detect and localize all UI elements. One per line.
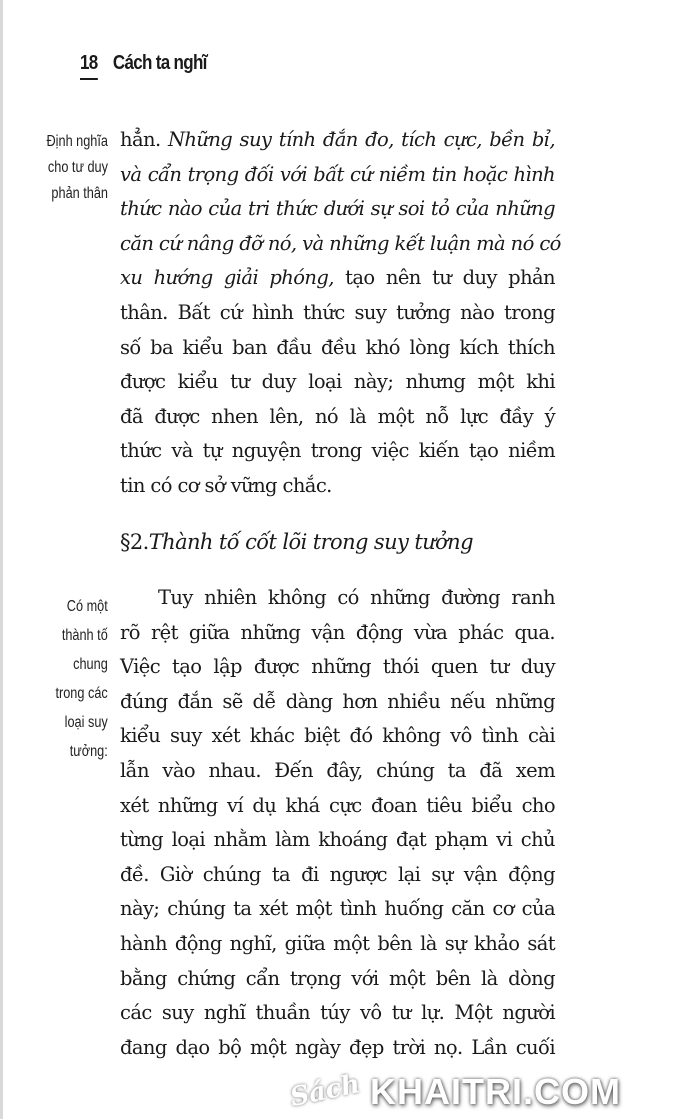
text-line: đề. Giờ chúng ta đi ngược lại sự vận động [120, 862, 555, 886]
text-line [120, 365, 555, 400]
text-segment: tạo nên tư duy phản [333, 266, 556, 290]
text-line [120, 192, 555, 227]
text-segment: và cẩn trọng đối với bất cứ niềm tin hoặc hình [120, 162, 555, 186]
margin-note-line: thành tố [62, 627, 108, 644]
text-line: Tuy nhiên không có những đường ranh [158, 586, 555, 609]
text-line [120, 331, 555, 366]
page-number: 18 [80, 52, 98, 80]
text-segment: thân. Bất cứ hình thức suy tưởng nào trong [120, 300, 555, 324]
margin-note-line: chung [73, 656, 108, 673]
section-title: Thành tố cốt lõi trong suy tưởng [148, 530, 473, 554]
text-line [120, 227, 561, 262]
margin-note-line: loại suy [64, 714, 108, 731]
margin-note-definition [47, 129, 108, 207]
text-segment: số ba kiểu ban đầu đều khó lòng kích thích [120, 335, 555, 359]
text-line: này; chúng ta xét một tình huống căn cơ của [120, 897, 555, 921]
text-line [120, 469, 555, 504]
text-line: các suy nghĩ thuần túy vô tư lự. Một người [120, 1001, 555, 1025]
margin-note-line: tưởng: [69, 743, 108, 760]
margin-note-line: Có một [67, 598, 108, 615]
text-segment: tin có cơ sở vững chắc. [120, 473, 332, 497]
text-line: xét những ví dụ khá cực đoan tiêu biểu cho [120, 793, 555, 817]
text-line [120, 123, 555, 158]
section-heading [120, 530, 473, 554]
text-line: bằng chứng cẩn trọng với một bên là dòng [120, 966, 555, 990]
text-line [120, 400, 555, 435]
margin-note-line: Định nghĩa [46, 133, 108, 150]
watermark-script: Sách [287, 1069, 363, 1113]
margin-note-common-element [56, 592, 108, 766]
margin-note-line: phản thân [51, 185, 108, 202]
text-segment: thức nào của tri thức dưới sự soi tỏ của những [120, 197, 555, 221]
text-segment: đã được nhen lên, nó là một nỗ lực đầy ý [120, 404, 555, 428]
paragraph-1 [120, 123, 561, 504]
text-segment: hẳn. [120, 128, 168, 151]
text-segment: xu hướng giải phóng, [120, 266, 334, 290]
text-line: đang dạo bộ một ngày đẹp trời nọ. Lần cuối [120, 1035, 555, 1059]
text-segment: căn cứ nâng đỡ nó, và những kết luận mà nó có [120, 231, 561, 255]
margin-note-line: trong các [55, 685, 108, 702]
text-line: hành động nghĩ, giữa một bên là sự khảo sát [120, 931, 555, 955]
section-number: §2. [120, 530, 149, 554]
text-line: đúng đắn sẽ dễ dàng hơn nhiều nếu những [120, 689, 555, 713]
text-segment: thức và tự nguyện trong việc kiến tạo niềm [120, 439, 555, 463]
book-title: Cách ta nghĩ [112, 52, 207, 74]
text-line [120, 158, 555, 193]
text-line: kiểu suy xét khác biệt đó không vô tình cài [120, 724, 555, 748]
text-line [120, 434, 555, 469]
running-header [80, 52, 207, 80]
text-line: rõ rệt giữa những vận động vừa phác qua. [120, 620, 555, 644]
text-segment: được kiểu tư duy loại này; nhưng một khi [120, 370, 555, 394]
paragraph-2 [120, 581, 555, 1065]
margin-note-line: cho tư duy [47, 159, 108, 176]
page-edge [0, 0, 3, 1119]
text-line: Việc tạo lập được những thói quen tư duy [120, 655, 555, 679]
text-line [120, 296, 555, 331]
text-line: từng loại nhằm làm khoáng đạt phạm vi chủ [120, 828, 555, 852]
text-segment: Những suy tính đắn đo, tích cực, bền bỉ, [167, 128, 556, 151]
watermark-logo: KHAITRI.COM [370, 1071, 621, 1112]
text-line: lẫn vào nhau. Đến đây, chúng ta đã xem [120, 758, 555, 782]
text-line [120, 261, 555, 296]
